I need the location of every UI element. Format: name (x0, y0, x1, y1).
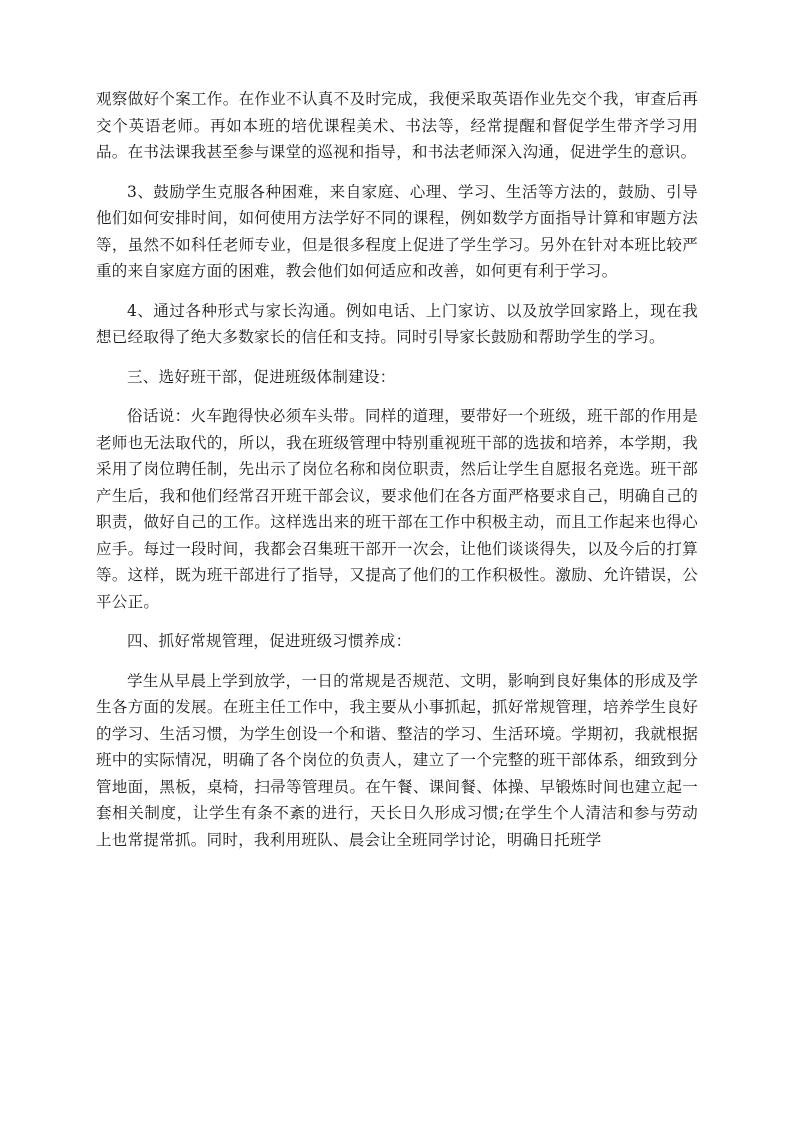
paragraph-encourage-students: 3、鼓励学生克服各种困难，来自家庭、心理、学习、生活等方法的，鼓励、引导他们如何安排时间，如何使用方法学好不同的课程，例如数学方面指导计算和审题方法等，虽然不如科任老师专业，但是很多程度上促进了学生学习。另外在针对本班比较严重的来自家庭方面的困难，教会他们如何适应和改善，如何更有利于学习。 (96, 182, 698, 280)
section-heading-routine-management: 四、抓好常规管理，促进班级习惯养成： (127, 632, 412, 650)
paragraph-case-work: 观察做好个案工作。在作业不认真不及时完成，我便采取英语作业先交个我，审查后再交个英语老师。再如本班的培优课程美术、书法等，经常提醒和督促学生带齐学习用品。在书法课我甚至参与课堂的巡视和指导，和书法老师深入沟通，促进学生的意识。 (96, 90, 698, 161)
document-body (96, 86, 698, 866)
paragraph-parent-communication: 4、通过各种形式与家长沟通。例如电话、上门家访、以及放学回家路上，现在我想已经取得了绝大多数家长的信任和支持。同时引导家长鼓励和帮助学生的学习。 (96, 301, 698, 346)
paragraph-class-cadres: 俗话说：火车跑得快必须车头带。同样的道理，要带好一个班级，班干部的作用是老师也无法取代的，所以，我在班级管理中特别重视班干部的选拔和培养，本学期，我采用了岗位聘任制，先出示了岗位名称和岗位职责，然后让学生自愿报名竞选。班干部产生后，我和他们经常召开班干部会议，要求他们在各方面严格要求自己，明确自己的职责，做好自己的工作。这样选出来的班干部在工作中积极主动，而且工作起来也得心应手。每过一段时间，我都会召集班干部开一次会，让他们谈谈得失，以及今后的打算等。这样，既为班干部进行了指导，又提高了他们的工作积极性。激励、允许错误，公平公正。 (96, 407, 698, 611)
paragraph-routine-management: 学生从早晨上学到放学，一日的常规是否规范、文明，影响到良好集体的形成及学生各方面的发展。在班主任工作中，我主要从小事抓起，抓好常规管理，培养学生良好的学习、生活习惯，为学生创设一个和谐、整洁的学习、生活环境。学期初，我就根据班中的实际情况，明确了各个岗位的负责人，建立了一个完整的班干部体系，细致到分管地面，黑板，桌椅，扫帚等管理员。在午餐、课间餐、体操、早锻炼时间也建立起一套相关制度，让学生有条不紊的进行，天长日久形成习惯;在学生个人清洁和参与劳动上也常提常抓。同时，我利用班队、晨会让全班同学讨论，明确日托班学 (96, 671, 698, 849)
section-heading-class-cadres: 三、选好班干部，促进班级体制建设： (127, 367, 396, 386)
